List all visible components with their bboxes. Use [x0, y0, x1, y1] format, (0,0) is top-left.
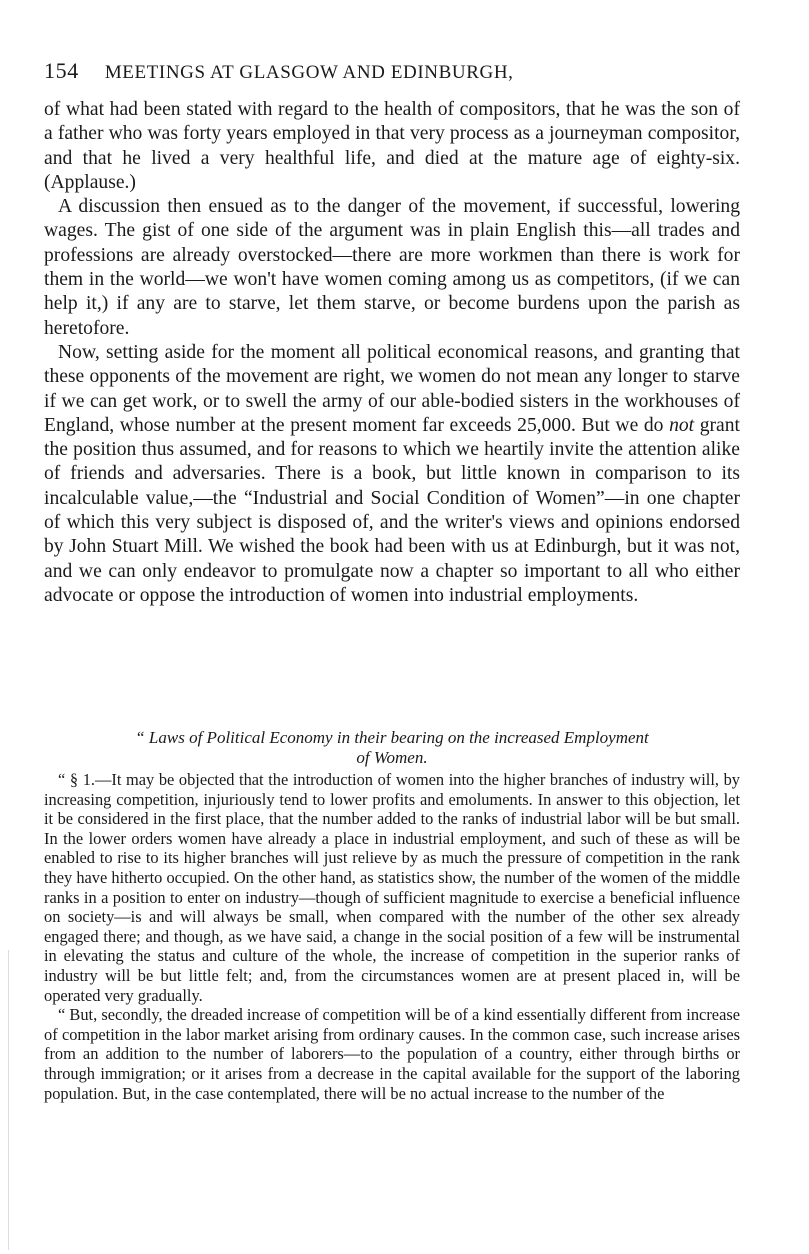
- main-text: [44, 98, 740, 608]
- running-title: MEETINGS AT GLASGOW AND EDINBURGH,: [104, 62, 514, 83]
- quote-heading: [44, 728, 740, 768]
- quote-heading-line2: of Women.: [356, 748, 428, 767]
- paragraph-compositors: of what had been stated with regard to the health of compositors, that he was the son of a father who was forty years employed in that very process as a journeyman compositor, and that he lived a very healthful life, and died at the mature age of eighty-six. (Applause.): [44, 99, 740, 193]
- quote-heading-line1: “ Laws of Political Economy in their bearing on the increased Employment: [135, 728, 649, 747]
- paragraph-discussion: A discussion then ensued as to the danger of the movement, if successful, lowering wages. The gist of one side of the argument was in plain English this—all trades and professions are already overstocked—there are more workmen than there is work for them in the world—we won't have women coming among us as competitors, (if we can help it,) if any are to starve, let them starve, or become burdens upon the parish as heretofore.: [44, 196, 740, 339]
- quoted-text: [44, 770, 740, 1103]
- page-number: 154: [44, 58, 79, 83]
- paragraph-argument-part2: grant the position thus assumed, and for reasons to which we heartily invite the attention alike of friends and adversaries. There is a book, but little known in comparison to its incalculable value,—the “Industrial and Social Condition of Women”—in one chapter of which this very subject is disposed of, and the writer's views and opinions endorsed by John Stuart Mill. We wished the book had been with us at Edinburgh, but it was not, and we can only endeavor to promulgate now a chapter so important to all who either advocate or oppose the introduction of women into industrial employments.: [44, 414, 740, 606]
- scan-edge-line: [8, 950, 9, 1250]
- emphasis-not: not: [669, 414, 695, 436]
- running-header: [44, 58, 740, 84]
- paragraph-argument: [44, 341, 740, 608]
- quoted-paragraph-1: “ § 1.—It may be objected that the introduction of women into the higher branches of industry will, by increasing competition, injuriously tend to lower profits and emoluments. In answer to this objection, let it be considered in the first place, that the number added to the ranks of industrial labor will be but small. In the lower orders women have already a place in industrial employment, and such of these as will be enabled to rise to its higher branches will just relieve by as much the pressure of competition in the rank they have hitherto occupied. On the other hand, as statistics show, the number of the women of the middle ranks in a position to enter on industry—though of sufficient magnitude to exercise a beneficial influence on society—is and will always be small, when compared with the number of the other sex already engaged there; and though, as we have said, a change in the social position of a few will be instrumental in elevating the status and culture of the whole, the increase of competition in the superior ranks of industry will be but little felt; and, from the circumstances women are at present placed in, will be operated very gradually.: [44, 770, 740, 1005]
- quoted-paragraph-2: “ But, secondly, the dreaded increase of competition will be of a kind essentially different from increase of competition in the labor market arising from ordinary causes. In the common case, such increase arises from an addition to the number of laborers—to the population of a country, either through births or through immigration; or it arises from a decrease in the capital available for the support of the laboring population. But, in the case contemplated, there will be no actual increase to the number of the: [44, 1005, 740, 1103]
- paragraph-argument-part1: Now, setting aside for the moment all political economical reasons, and granting that these opponents of the movement are right, we women do not mean any longer to starve if we can get work, or to swell the army of our able-bodied sisters in the workhouses of England, whose number at the present moment far exceeds 25,000. But we do: [44, 341, 740, 436]
